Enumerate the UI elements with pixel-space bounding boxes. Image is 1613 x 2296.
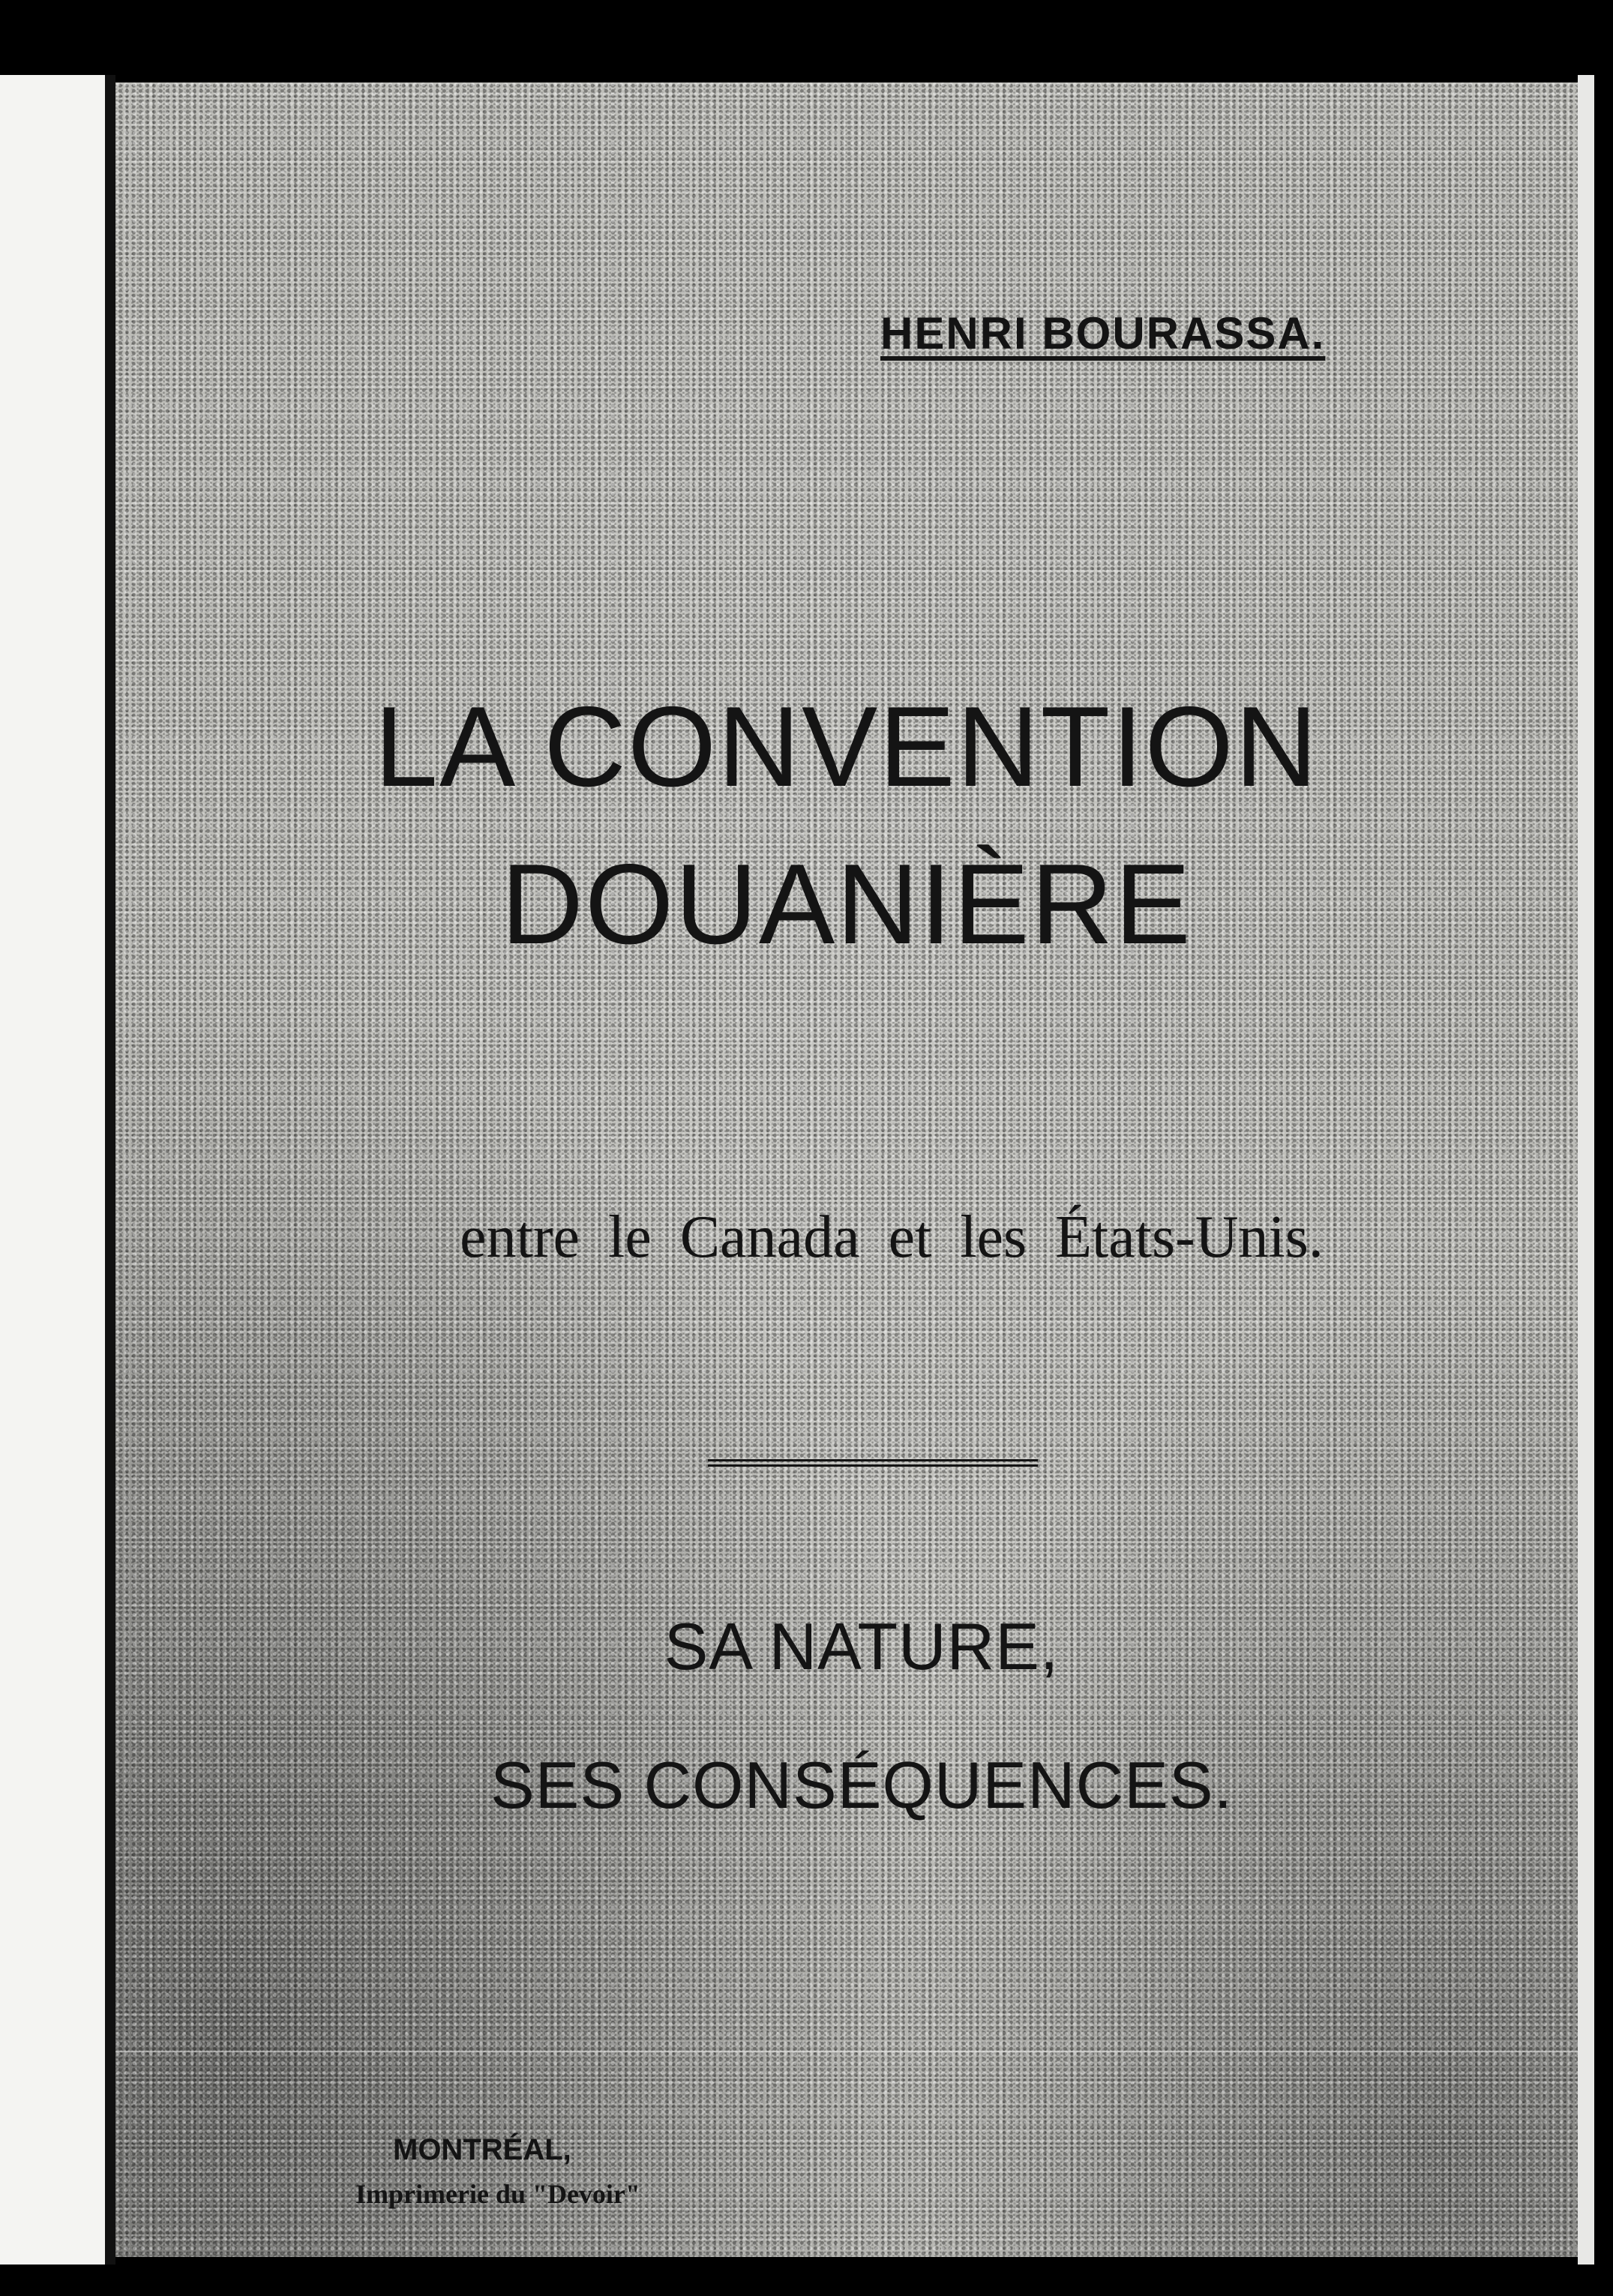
- author-name: HENRI BOURASSA.: [880, 308, 1326, 358]
- title-line-2: DOUANIÈRE: [501, 841, 1192, 968]
- decorative-rule: [708, 1459, 1038, 1467]
- tagline-1: SA NATURE,: [664, 1609, 1060, 1683]
- tagline-2: SES CONSÉQUENCES.: [490, 1748, 1234, 1822]
- imprint-place: MONTRÉAL,: [393, 2133, 571, 2166]
- imprint-printer: Imprimerie du "Devoir": [355, 2179, 640, 2209]
- title-line-1: LA CONVENTION: [374, 683, 1319, 811]
- scan-margin: [0, 75, 111, 2265]
- page-edge-shadow: [105, 75, 115, 2265]
- subtitle: entre le Canada et les États-Unis.: [460, 1204, 1324, 1270]
- book-cover: [115, 82, 1578, 2257]
- scan-artifact-line: [115, 2051, 1578, 2052]
- scan-right-margin: [1578, 75, 1594, 2265]
